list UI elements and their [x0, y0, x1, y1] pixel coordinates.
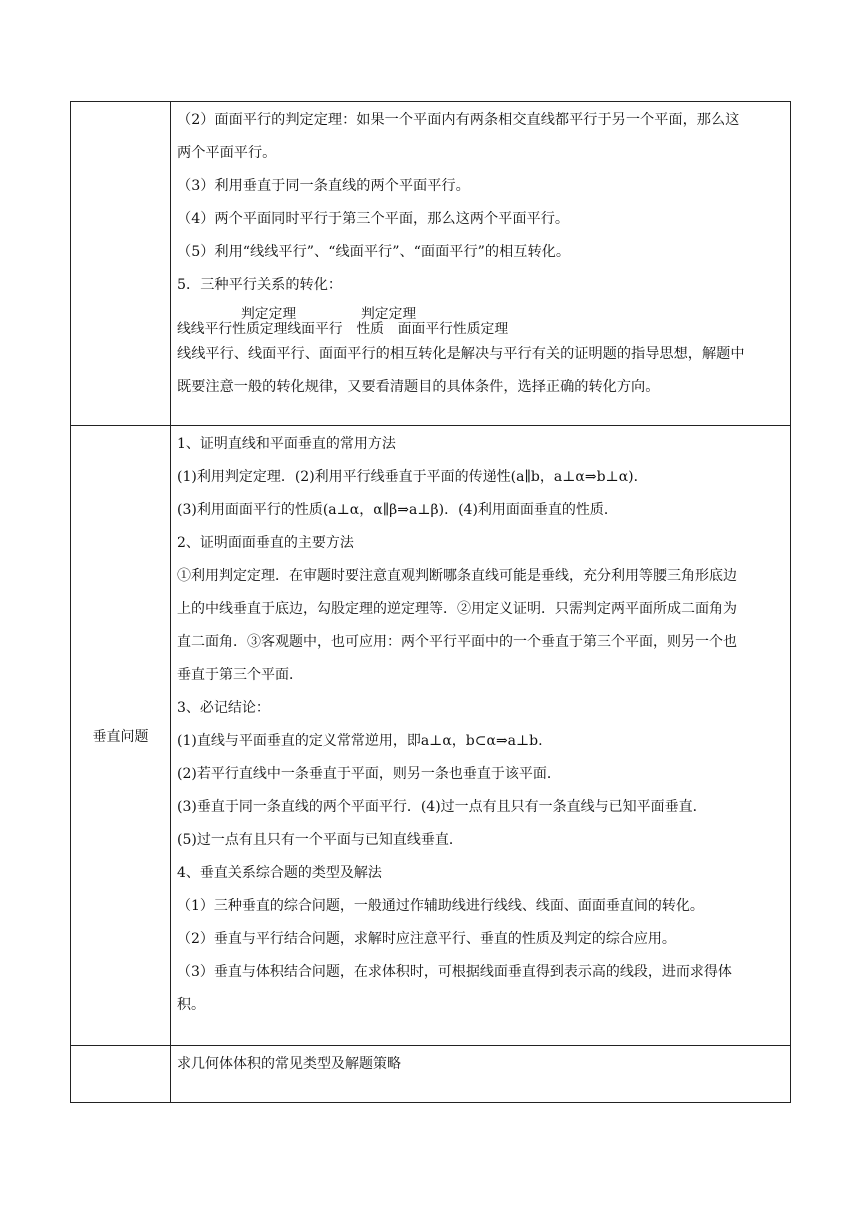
row-label-cell-empty [71, 1046, 171, 1103]
text-line: (3)利用面面平行的性质(a⊥α，α∥β⇒a⊥β)．(4)利用面面垂直的性质． [177, 502, 618, 518]
section-heading: 1、证明直线和平面垂直的常用方法 [177, 436, 396, 452]
text-line: 5．三种平行关系的转化： [177, 277, 343, 293]
notes-table [70, 101, 791, 1103]
diagram-label-theorem-a: 判定定理 [241, 306, 297, 322]
volume-content-cell [171, 1046, 791, 1103]
text-line: (1)利用判定定理．(2)利用平行线垂直于平面的传递性(a∥b，a⊥α⇒b⊥α)． [177, 469, 648, 485]
text-line: （5）利用“线线平行”、“线面平行”、“面面平行”的相互转化。 [177, 244, 571, 260]
table-row-volume [71, 1046, 791, 1103]
conversion-diagram [177, 302, 784, 338]
text-line: （3）垂直与体积结合问题，在求体积时，可根据线面垂直得到表示高的线段，进而求得体 [177, 964, 732, 980]
perpendicular-content-cell [171, 426, 791, 1046]
text-line: (2)若平行直线中一条垂直于平面，则另一条也垂直于该平面． [177, 766, 561, 782]
text-line: 直二面角．③客观题中，也可应用：两个平行平面中的一个垂直于第三个平面，则另一个也 [177, 634, 737, 650]
text-line: （2）面面平行的判定定理：如果一个平面内有两条相交直线都平行于另一个平面，那么这 [177, 112, 740, 128]
text-line: (1)直线与平面垂直的定义常常逆用，即a⊥α，b⊂α⇒a⊥b. [177, 733, 543, 749]
row-label-cell-empty [71, 102, 171, 426]
text-line: ①利用判定定理．在审题时要注意直观判断哪条直线可能是垂线，充分利用等腰三角形底边 [177, 568, 737, 584]
section-heading: 4、垂直关系综合题的类型及解法 [177, 865, 382, 881]
text-line: 两个平面平行。 [177, 145, 277, 161]
table-row-parallel [71, 102, 791, 426]
section-heading: 2、证明面面垂直的主要方法 [177, 535, 354, 551]
text-line: (3)垂直于同一条直线的两个平面平行．(4)过一点有且只有一条直线与已知平面垂直． [177, 799, 707, 815]
parallel-content-cell [171, 102, 791, 426]
section-heading: 3、必记结论： [177, 700, 270, 716]
text-line: (5)过一点有且只有一个平面与已知直线垂直． [177, 832, 463, 848]
row-label-perpendicular: 垂直问题 [92, 728, 149, 745]
text-line: （1）三种垂直的综合问题，一般通过作辅助线进行线线、线面、面面垂直间的转化。 [177, 898, 704, 914]
text-line: （4）两个平面同时平行于第三个平面，那么这两个平面平行。 [177, 211, 570, 227]
text-line: 线线平行、线面平行、面面平行的相互转化是解决与平行有关的证明题的指导思想，解题中 [177, 346, 745, 362]
section-heading: 求几何体体积的常见类型及解题策略 [177, 1056, 401, 1072]
row-label-cell [71, 426, 171, 1046]
diagram-bottom-line: 线线平行性质定理线面平行 性质 面面平行性质定理 [177, 321, 509, 337]
text-line: 既要注意一般的转化规律，又要看清题目的具体条件，选择正确的转化方向。 [177, 379, 660, 395]
text-line: （3）利用垂直于同一条直线的两个平面平行。 [177, 178, 470, 194]
text-line: 上的中线垂直于底边，勾股定理的逆定理等．②用定义证明．只需判定两平面所成二面角为 [177, 601, 737, 617]
diagram-label-theorem-b: 判定定理 [361, 306, 417, 322]
text-line: 垂直于第三个平面． [177, 667, 303, 683]
text-line: （2）垂直与平行结合问题，求解时应注意平行、垂直的性质及判定的综合应用。 [177, 931, 676, 947]
text-line: 积。 [177, 997, 205, 1013]
table-row-perpendicular [71, 426, 791, 1046]
